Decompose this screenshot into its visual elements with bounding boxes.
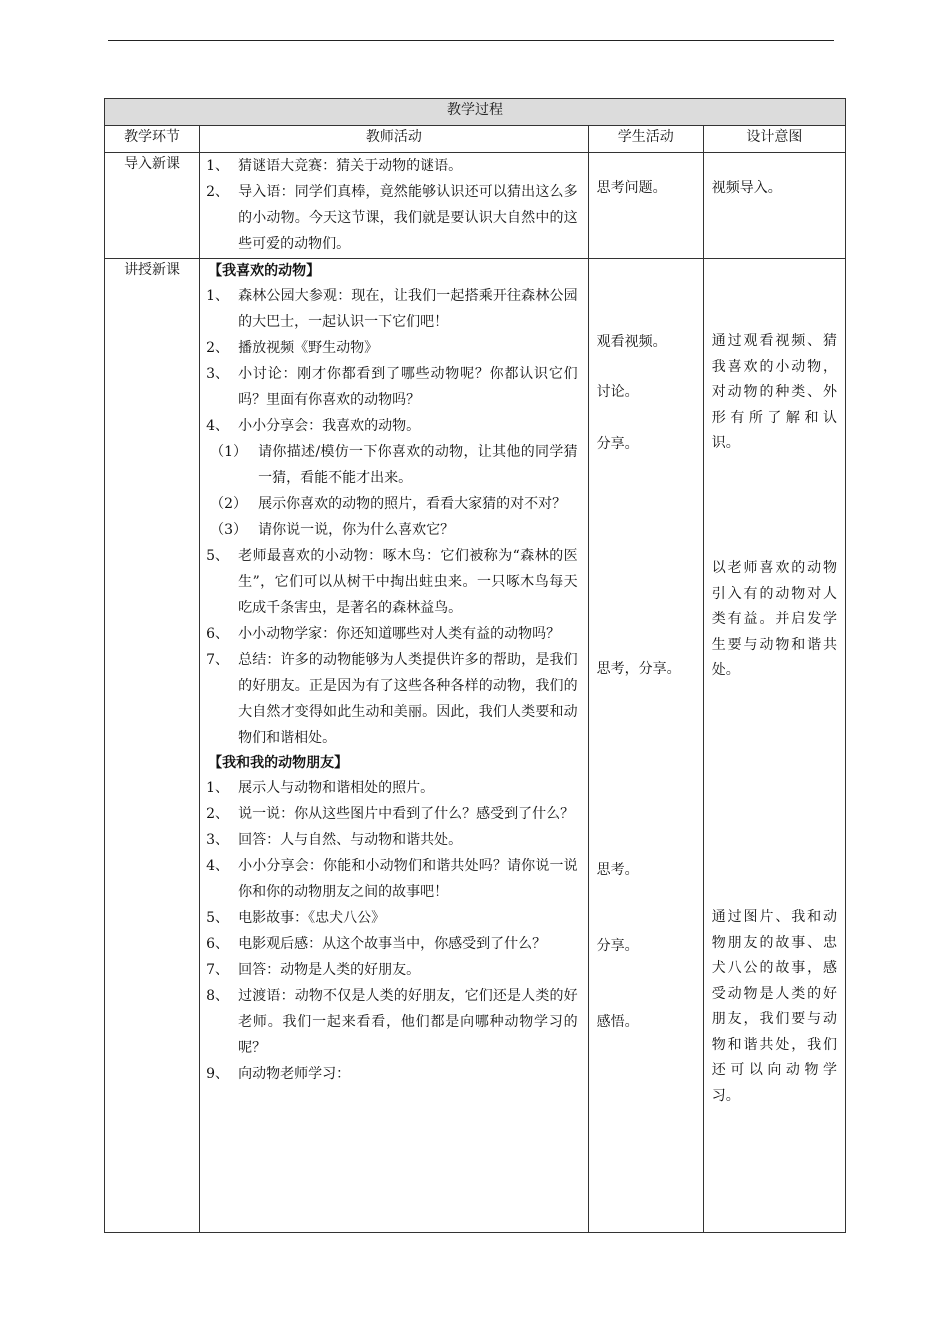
list-item: [204, 853, 578, 905]
stage-cell: 讲授新课: [105, 259, 200, 1233]
student-note: 讨论。: [596, 384, 639, 400]
design-intent-text: 通过观看视频、猜我喜欢的小动物，对动物的种类、外形有所了解和认识。: [711, 333, 837, 451]
design-intent-cell: [703, 153, 845, 259]
item-number: 9、: [206, 1066, 230, 1082]
item-number: 1、: [206, 288, 230, 304]
table-row: [105, 259, 846, 1233]
item-number: 6、: [206, 936, 230, 952]
stage-cell: 导入新课: [105, 153, 200, 259]
item-number: 2、: [206, 340, 230, 356]
sub-item-text: 展示你喜欢的动物的照片，看看大家猜的对不对？: [258, 496, 567, 512]
list-item: [204, 983, 578, 1061]
item-text: 说一说：你从这些图片中看到了什么？感受到了什么？: [238, 806, 575, 822]
student-activity-cell: [588, 153, 703, 259]
design-intent-text: 通过图片、我和动物朋友的故事、忠犬八公的故事，感受动物是人类的好朋友，我们要与动物和谐共处，我们还可以向动物学习。: [711, 909, 837, 1104]
item-text: 回答：人与自然、与动物和谐共处。: [238, 832, 463, 848]
list-item: [204, 153, 578, 179]
item-number: 1、: [206, 158, 230, 174]
header-student-activity: 学生活动: [588, 126, 703, 153]
list-item: [204, 179, 578, 257]
item-number: 8、: [206, 988, 230, 1004]
student-note: 感悟。: [596, 1014, 639, 1030]
table-row: [105, 153, 846, 259]
student-note: 观看视频。: [596, 334, 667, 350]
header-rule: [108, 40, 834, 41]
student-note: 分享。: [596, 938, 639, 954]
list-item: [204, 827, 578, 853]
item-text: 老师最喜欢的小动物：啄木鸟：它们被称为“森林的医生”，它们可以从树干中掏出蛀虫来。一只啄木鸟每天吃成千条害虫，是著名的森林益鸟。: [238, 548, 578, 616]
item-number: 5、: [206, 548, 230, 564]
list-item: [204, 931, 578, 957]
sub-item-number: （1）: [210, 444, 248, 460]
item-number: 4、: [206, 858, 230, 874]
header-teacher-activity: 教师活动: [200, 126, 589, 153]
design-intent-text: 视频导入。: [711, 180, 782, 196]
item-text: 小小分享会：你能和小动物们和谐共处吗？请你说一说你和你的动物朋友之间的故事吧！: [238, 858, 578, 900]
teacher-activity-cell: [200, 259, 589, 1233]
list-item: [204, 905, 578, 931]
design-intent-text: 以老师喜欢的动物引入有的动物对人类有益。并启发学生要与动物和谐共处。: [711, 560, 837, 678]
list-item: [204, 957, 578, 983]
sub-list-item: [204, 491, 578, 517]
list-item: [204, 1061, 578, 1087]
item-text: 猜谜语大竞赛：猜关于动物的谜语。: [238, 158, 463, 174]
item-text: 展示人与动物和谐相处的照片。: [238, 780, 435, 796]
item-text: 导入语：同学们真棒，竟然能够认识还可以猜出这么多的小动物。今天这节课，我们就是要认识大自然中的这些可爱的动物们。: [238, 184, 578, 252]
sub-item-number: （3）: [210, 522, 248, 538]
item-number: 3、: [206, 832, 230, 848]
header-stage: 教学环节: [105, 126, 200, 153]
sub-item-text: 请你说一说，你为什么喜欢它？: [258, 522, 455, 538]
item-text: 小小分享会：我喜欢的动物。: [238, 418, 421, 434]
lesson-process-table: [104, 98, 846, 1233]
teacher-activity-cell: [200, 153, 589, 259]
student-note: 思考。: [596, 862, 639, 878]
item-text: 森林公园大参观：现在，让我们一起搭乘开往森林公园的大巴士，一起认识一下它们吧！: [238, 288, 578, 330]
item-text: 小小动物学家：你还知道哪些对人类有益的动物吗？: [238, 626, 561, 642]
student-note: 思考问题。: [596, 180, 667, 196]
list-item: [204, 335, 578, 361]
sub-item-text: 请你描述/模仿一下你喜欢的动物，让其他的同学猜一猜，看能不能才出来。: [258, 444, 578, 486]
item-number: 2、: [206, 806, 230, 822]
section-heading: 【我喜欢的动物】: [208, 263, 321, 279]
table-title-row: [105, 99, 846, 126]
header-design-intent: 设计意图: [703, 126, 845, 153]
item-text: 过渡语：动物不仅是人类的好朋友，它们还是人类的好老师。我们一起来看看，他们都是向哪种动物学习的呢？: [238, 988, 578, 1056]
sub-item-number: （2）: [210, 496, 248, 512]
list-item: [204, 361, 578, 413]
item-text: 电影故事：《忠犬八公》: [238, 910, 386, 926]
item-number: 5、: [206, 910, 230, 926]
list-item: [204, 647, 578, 751]
item-text: 向动物老师学习：: [238, 1066, 351, 1082]
item-number: 6、: [206, 626, 230, 642]
table-title: 教学过程: [105, 99, 846, 126]
item-number: 4、: [206, 418, 230, 434]
item-text: 回答：动物是人类的好朋友。: [238, 962, 421, 978]
item-text: 电影观后感：从这个故事当中，你感受到了什么？: [238, 936, 547, 952]
item-text: 播放视频《野生动物》: [238, 340, 379, 356]
item-text: 小讨论：刚才你都看到了哪些动物呢？你都认识它们吗？里面有你喜欢的动物吗？: [238, 366, 578, 408]
item-number: 1、: [206, 780, 230, 796]
student-activity-cell: [588, 259, 703, 1233]
item-text: 总结：许多的动物能够为人类提供许多的帮助，是我们的好朋友。正是因为有了这些各种各样的动物，我们的大自然才变得如此生动和美丽。因此，我们人类要和动物们和谐相处。: [238, 652, 578, 746]
student-note: 分享。: [596, 436, 639, 452]
item-number: 3、: [206, 366, 230, 382]
list-item: [204, 413, 578, 439]
list-item: [204, 621, 578, 647]
item-number: 7、: [206, 652, 230, 668]
student-note: 思考，分享。: [596, 661, 681, 677]
list-item: [204, 801, 578, 827]
list-item: [204, 775, 578, 801]
list-item: [204, 283, 578, 335]
sub-list-item: [204, 517, 578, 543]
section-heading: 【我和我的动物朋友】: [208, 755, 349, 771]
item-number: 2、: [206, 184, 230, 200]
table-header-row: [105, 126, 846, 153]
design-intent-cell: [703, 259, 845, 1233]
item-number: 7、: [206, 962, 230, 978]
sub-list-item: [204, 439, 578, 491]
list-item: [204, 543, 578, 621]
